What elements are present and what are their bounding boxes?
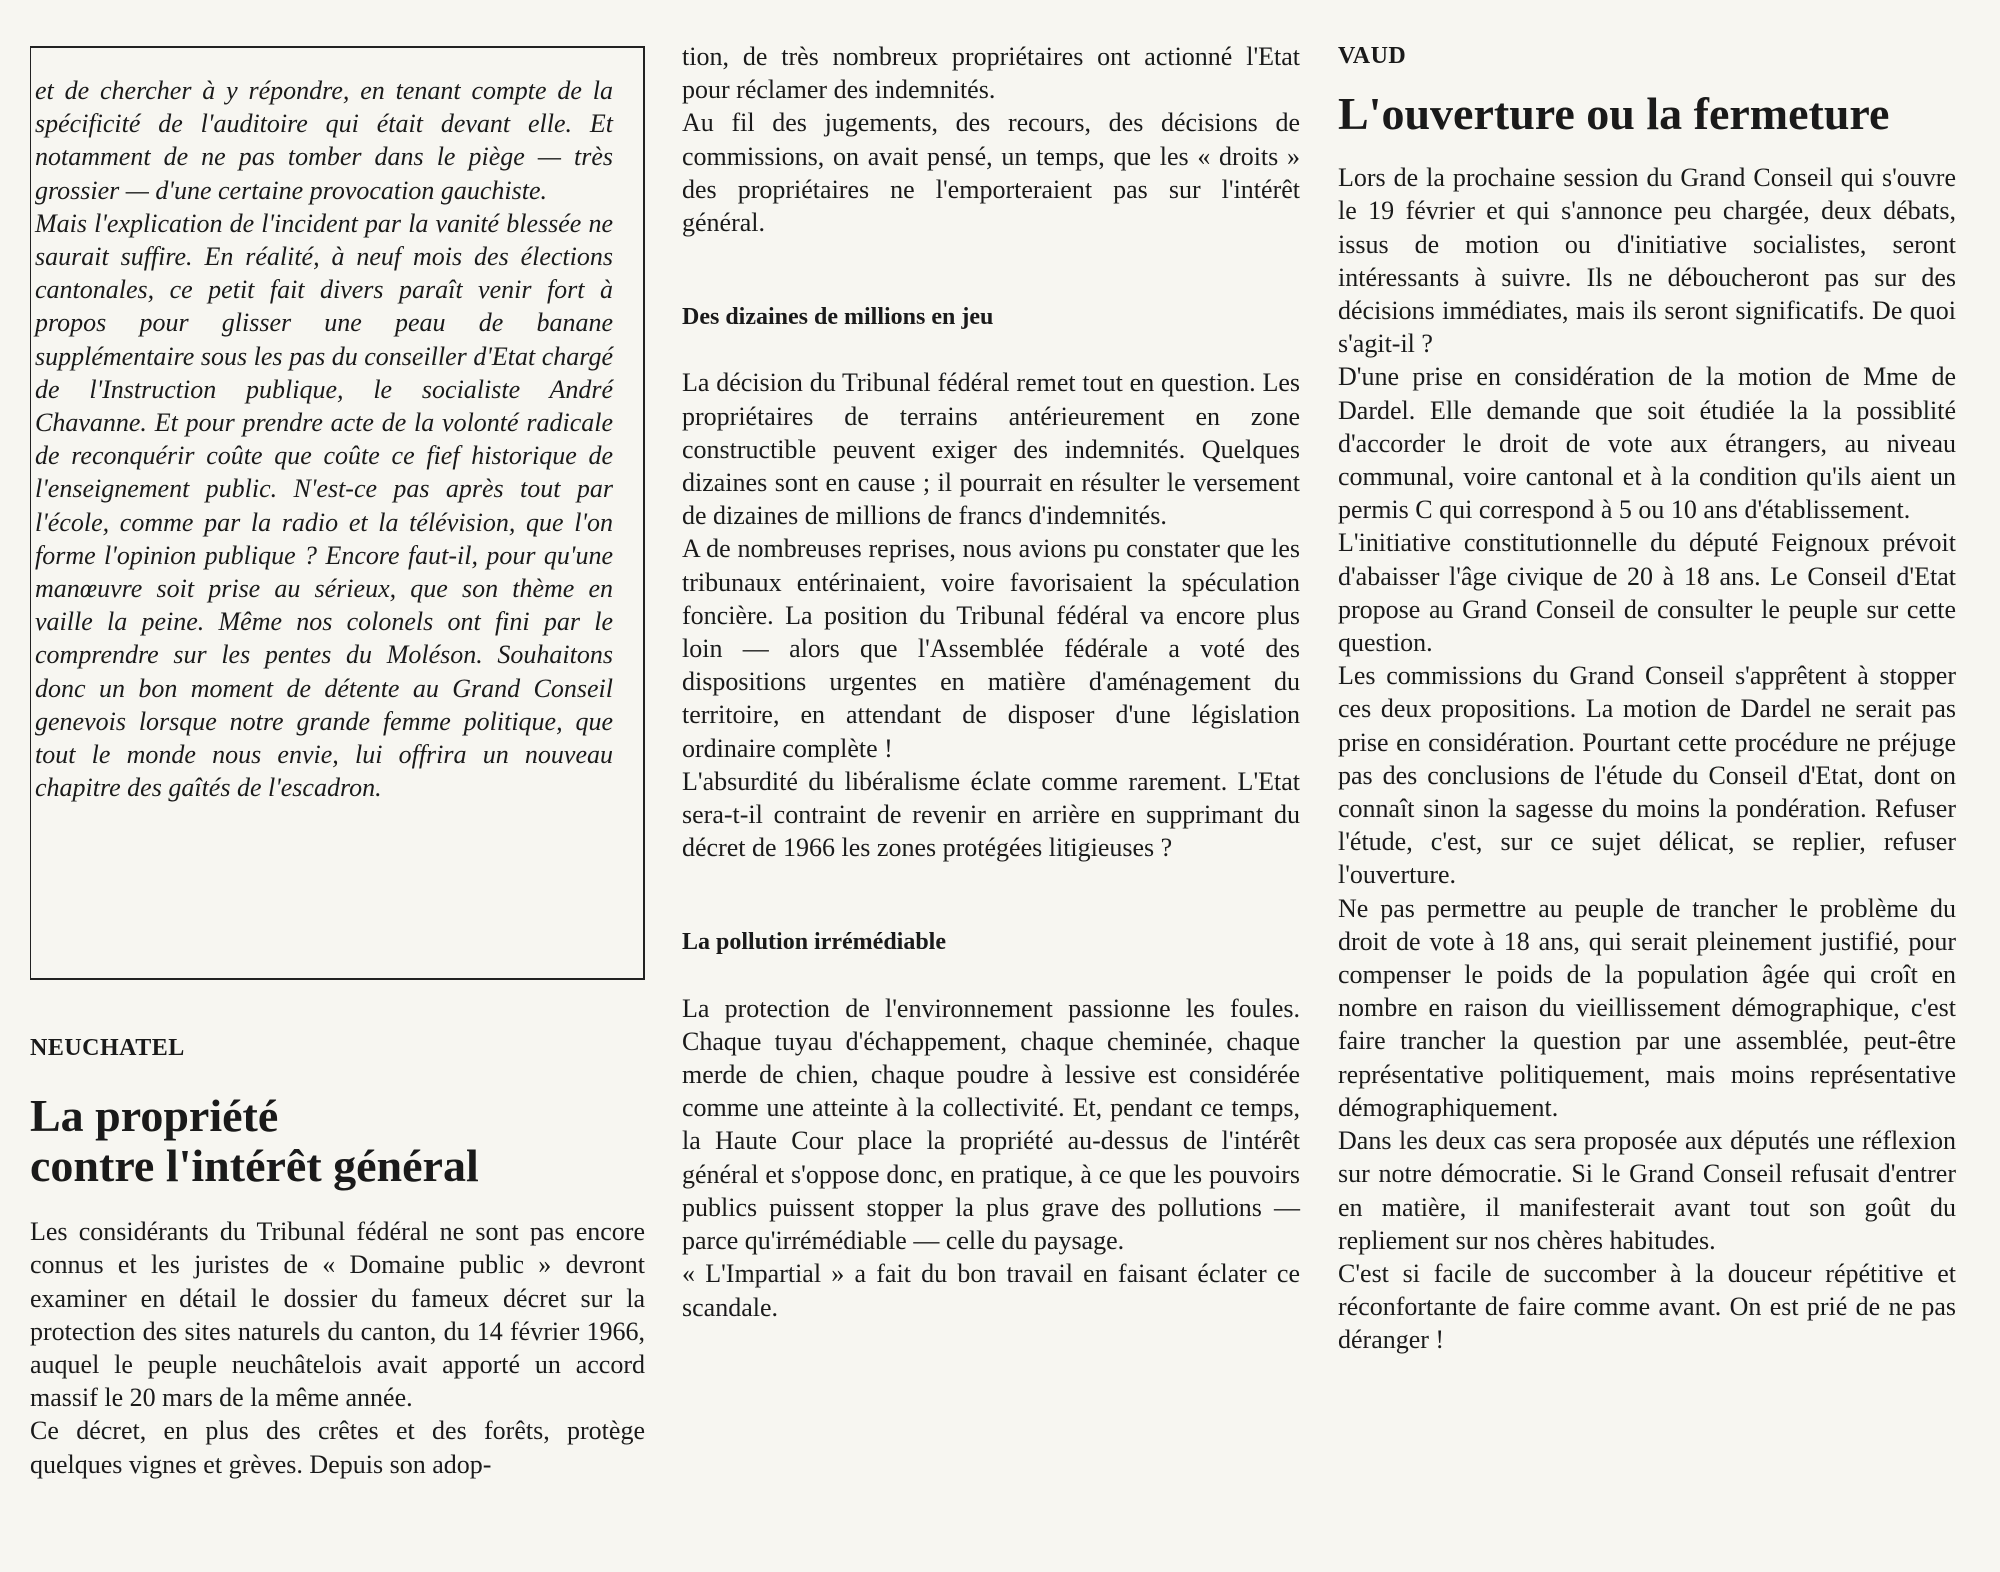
body-paragraph: A de nombreuses reprises, nous avions pu constater que les tribunaux entérinaient, voire favorisaient la spéculation foncière. La position du Tribunal fédéral va encore plus loin — alors que l'Assemblée fédérale a voté des dispositions urgentes en matière d'aménagement du territoire, en attendant de disposer d'une législation ordinaire complète !	[682, 534, 1300, 763]
body-paragraph: Au fil des jugements, des recours, des décisions de commissions, on avait pensé, un temps, que les « droits » des propriétaires ne l'emporteraient pas sur l'intérêt général.	[682, 108, 1300, 238]
column-middle	[682, 40, 1300, 1324]
body-paragraph: La protection de l'environnement passionne les foules. Chaque tuyau d'échappement, chaque cheminée, chaque merde de chien, chaque poudre à lessive est considérée comme une atteinte à la collectivité. Et, pendant ce temps, la Haute Cour place la propriété au-dessus de l'intérêt général et s'oppose donc, en pratique, à ce que les pouvoirs publics puissent stopper la plus grave des pollutions — parce qu'irrémédiable — celle du paysage.	[682, 993, 1300, 1256]
article-body	[1338, 161, 1956, 1356]
section-body	[682, 992, 1300, 1324]
body-paragraph: Ne pas permettre au peuple de trancher le problème du droit de vote à 18 ans, qui serait pleinement justifié, pour compenser le poids de la population âgée qui croît en nombre en raison du vieillissement démographique, c'est faire trancher la question par une assemblée, peut-être représentative politiquement, mais moins représentative démographiquement.	[1338, 893, 1956, 1122]
body-paragraph: La décision du Tribunal fédéral remet tout en question. Les propriétaires de terrains antérieurement en zone constructible peuvent exiger des indemnités. Quelques dizaines sont en cause ; il pourrait en résulter le versement de dizaines de millions de francs d'indemnités.	[682, 368, 1300, 531]
body-paragraph: L'initiative constitutionnelle du député Feignoux prévoit d'abaisser l'âge civique de 20 à 18 ans. Le Conseil d'Etat propose au Grand Conseil de consulter le peuple sur cette question.	[1338, 528, 1956, 658]
box-paragraph: Mais l'explication de l'incident par la vanité blessée ne saurait suffire. En réalité, à neuf mois des élections cantonales, ce petit fait divers paraît venir fort à propos pour glisser une peau de banane supplémentaire sous les pas du conseiller d'Etat chargé de l'Instruction publique, le socialiste André Chavanne. Et pour prendre acte de la volonté radicale de reconquérir coûte que coûte ce fief historique de l'enseignement public. N'est-ce pas après tout par l'école, comme par la radio et la télévision, que l'on forme l'opinion publique ? Encore faut-il, pour qu'une manœuvre soit prise au sérieux, que son thème en vaille la peine. Même nos colonels ont fini par le comprendre sur les pentes du Moléson. Souhaitons donc un bon moment de détente au Grand Conseil genevois lorsque notre grande femme politique, que tout le monde nous envie, lui offrira un nouveau chapitre des gaîtés de l'escadron.	[35, 208, 613, 803]
body-paragraph: L'absurdité du libéralisme éclate comme rarement. L'Etat sera-t-il contraint de revenir en arrière en supprimant du décret de 1966 les zones protégées litigieuses ?	[682, 766, 1300, 863]
column-right	[1338, 40, 1956, 1357]
body-paragraph: Ce décret, en plus des crêtes et des forêts, protège quelques vignes et grèves. Depuis son adop-	[30, 1416, 645, 1479]
headline-line: La propriété	[30, 1090, 279, 1142]
article-headline: L'ouverture ou la fermeture	[1338, 88, 1890, 140]
body-paragraph: Lors de la prochaine session du Grand Conseil qui s'ouvre le 19 février et qui s'annonce peu chargée, deux débats, issus de motion ou d'initiative socialistes, seront intéressants à suivre. Ils ne déboucheront pas sur des décisions immédiates, mais ils seront significatifs. De quoi s'agit-il ?	[1338, 163, 1956, 359]
article-body	[30, 1215, 645, 1481]
body-paragraph: Les considérants du Tribunal fédéral ne sont pas encore connus et les juristes de « Domaine public » devront examiner en détail le dossier du fameux décret sur la protection des sites naturels du canton, du 14 février 1966, auquel le peuple neuchâtelois avait apporté un accord massif le 20 mars de la même année.	[30, 1217, 645, 1413]
section-kicker-vaud: VAUD	[1338, 43, 1407, 69]
article-headline	[30, 1091, 645, 1191]
subheading: Des dizaines de millions en jeu	[682, 304, 994, 331]
body-paragraph: tion, de très nombreux propriétaires ont actionné l'Etat pour réclamer des indemnités.	[682, 42, 1300, 105]
section-body	[682, 366, 1300, 864]
subheading: La pollution irrémédiable	[682, 929, 946, 956]
body-paragraph: Dans les deux cas sera proposée aux députés une réflexion sur notre démocratie. Si le Grand Conseil refusait d'entrer en matière, il manifesterait avant tout son goût du repliement sur nos chères habitudes.	[1338, 1126, 1956, 1255]
headline-line: contre l'intérêt général	[30, 1140, 479, 1192]
body-paragraph: D'une prise en considération de la motion de Mme de Dardel. Elle demande que soit étudiée la la possiblité d'accorder le droit de vote aux étrangers, au niveau communal, voire cantonal et à la condition qu'ils aient un permis C qui correspond à 5 ou 10 ans d'établissement.	[1338, 362, 1956, 525]
box-paragraph: et de chercher à y répondre, en tenant compte de la spécificité de l'auditoire qui était devant elle. Et notamment de ne pas tomber dans le piège — très grossier — d'une certaine provocation gauchiste.	[35, 76, 613, 205]
body-paragraph: C'est si facile de succomber à la douceur répétitive et réconfortante de faire comme avant. On est prié de ne pas déranger !	[1338, 1258, 1956, 1355]
boxed-commentary	[30, 46, 645, 980]
section-kicker-neuchatel: NEUCHATEL	[30, 1035, 185, 1061]
body-paragraph: « L'Impartial » a fait du bon travail en faisant éclater ce scandale.	[682, 1259, 1300, 1322]
body-paragraph: Les commissions du Grand Conseil s'apprêtent à stopper ces deux propositions. La motion de Dardel ne serait pas prise en considération. Pourtant cette procédure ne préjuge pas des conclusions de l'étude du Conseil d'Etat, dont on connaît sinon la sagesse du moins la pondération. Refuser l'étude, c'est, sur ce sujet délicat, se replier, refuser l'ouverture.	[1338, 661, 1956, 890]
column-left	[30, 40, 645, 1481]
